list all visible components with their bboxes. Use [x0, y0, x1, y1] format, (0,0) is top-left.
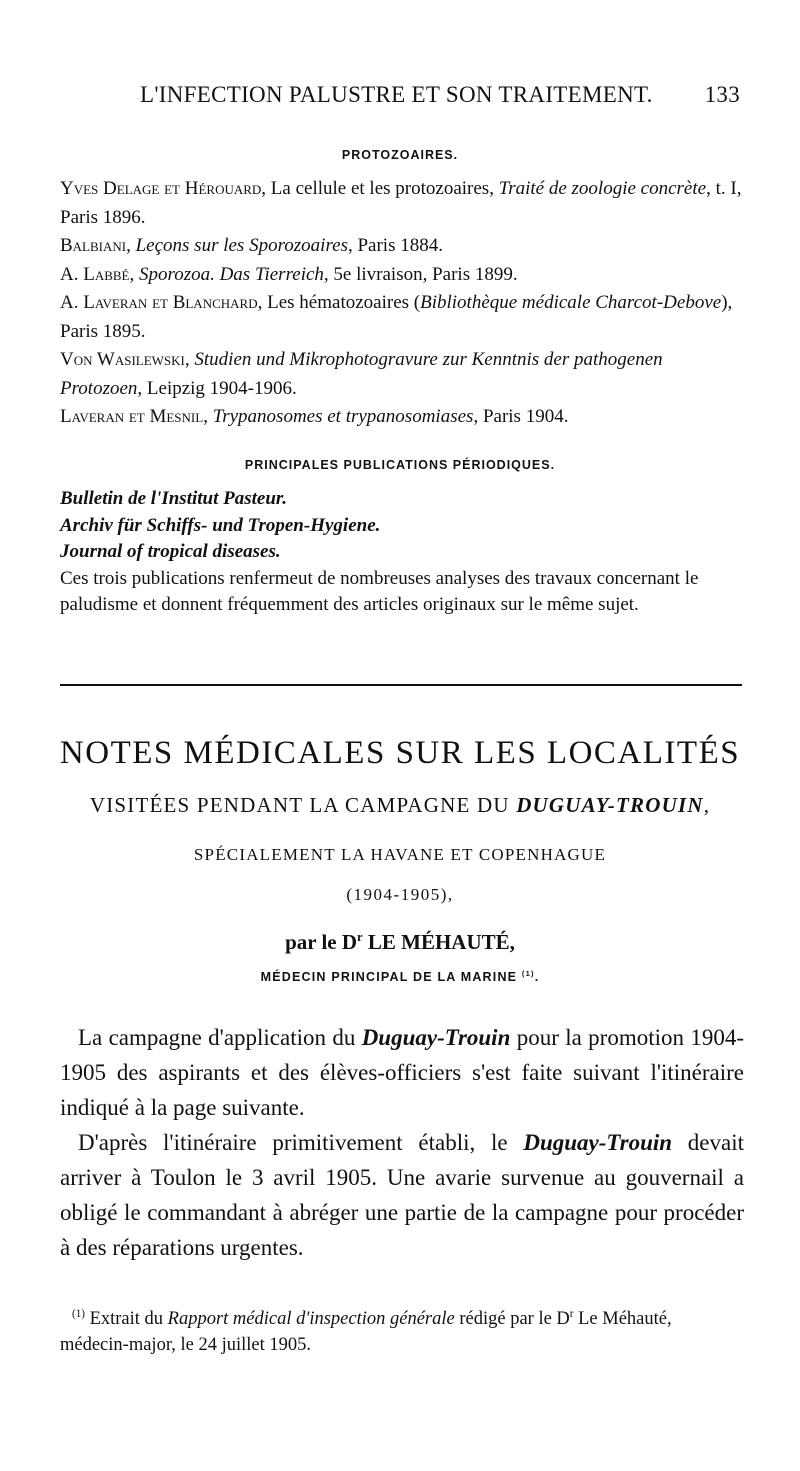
- bib-entry: Balbiani, Leçons sur les Sporozoaires, Paris 1884.: [60, 235, 443, 256]
- page-number: 133: [704, 82, 740, 107]
- bib-entry: A. Laveran et Blanchard, Les hématozoaires (Bibliothèque médicale Charcot-Debove), Paris 1895.: [60, 292, 733, 342]
- periodical-title: Archiv für Schiffs- und Tropen-Hygiene.: [60, 514, 381, 536]
- ship-name: Duguay-Trouin: [361, 1025, 511, 1050]
- periodical-title: Bulletin de l'Institut Pasteur.: [60, 488, 288, 509]
- bib-entry: A. Labbé, Sporozoa. Das Tierreich, 5e livraison, Paris 1899.: [60, 263, 518, 285]
- article-dates: (1904-1905),: [346, 885, 454, 904]
- bib-details: , t. I, Paris 1896.: [60, 178, 742, 228]
- periodical-title: Journal of tropical diseases.: [60, 541, 281, 562]
- bib-series: Traité de zoologie concrète: [498, 178, 707, 199]
- bib-title: Studien und Mikrophotogravure zur Kenntnis der pathogenen Protozoen: [60, 349, 663, 399]
- footnote-ref: (1): [521, 968, 535, 978]
- bib-author: Laveran et Mesnil: [60, 406, 204, 427]
- byline: par le $D^r$ LE MÉHAUTÉ,: [285, 930, 515, 954]
- bib-title: Sporozoa. Das Tierreich: [139, 263, 324, 285]
- bib-author: Von Wasilewski: [60, 349, 185, 370]
- ship-name: Duguay-Trouin: [523, 1130, 673, 1155]
- bib-series: Bibliothèque médicale Charcot-Debove: [420, 292, 722, 313]
- bib-details: , Leipzig 1904-1906.: [137, 377, 297, 399]
- bib-details: , 5e livraison, Paris 1899.: [323, 263, 518, 285]
- bib-author: Balbiani: [60, 235, 127, 256]
- bib-entry: Laveran et Mesnil, Trypanosomes et trypanosomiases, Paris 1904.: [60, 406, 569, 427]
- bib-author: Yves Delage et Hérouard: [60, 178, 262, 199]
- ship-name: DUGUAY-TROUIN: [516, 793, 704, 817]
- bibliography-list: [60, 175, 742, 432]
- bib-details: , Paris 1904.: [473, 406, 569, 427]
- section-heading-protozoaires: PROTOZOAIRES.: [341, 148, 459, 162]
- bib-author: A. Labbé: [60, 263, 130, 285]
- running-title: L'INFECTION PALUSTRE ET SON TRAITEMENT.: [140, 82, 653, 107]
- bib-details: ), Paris 1895.: [60, 292, 733, 342]
- section-divider: [60, 684, 742, 686]
- author-affiliation: MÉDECIN PRINCIPAL DE LA MARINE $^{(1)}$.: [260, 968, 540, 984]
- bib-title: Trypanosomes et trypanosomiases: [212, 406, 474, 427]
- article-title-line-2: VISITÉES PENDANT LA CAMPAGNE DU DUGUAY-TROUIN,: [89, 793, 711, 817]
- article-title: NOTES MÉDICALES SUR LES LOCALITÉS: [59, 735, 741, 771]
- author-name: LE MÉHAUTÉ,: [362, 930, 515, 954]
- body-paragraph: D'après l'itinéraire primitivement établi, le Duguay-Trouin devait arriver à Toulon le 3 avril 1905. Une avarie survenue au gouvernail a obligé le commandant à abréger une partie de la campagne pour procéder à des réparations urgentes.: [60, 1130, 745, 1260]
- bib-entry: Yves Delage et Hérouard, La cellule et les protozoaires, Traité de zoologie concrète, t. I, Paris 1896.: [60, 178, 742, 228]
- article-body: [60, 1020, 744, 1265]
- bib-author: A. Laveran et Blanchard: [60, 292, 258, 313]
- bib-entry: Von Wasilewski, Studien und Mikrophotogravure zur Kenntnis der pathogenen Protozoen, Leipzig 1904-1906.: [60, 349, 663, 399]
- section-heading-periodiques: PRINCIPALES PUBLICATIONS PÉRIODIQUES.: [244, 458, 556, 472]
- body-paragraph: La campagne d'application du Duguay-Trouin pour la promotion 1904-1905 des aspirants et des élèves-officiers s'est faite suivant l'itinéraire indiqué à la page suivante.: [60, 1025, 744, 1120]
- article-subtitle: SPÉCIALEMENT LA HAVANE ET COPENHAGUE: [193, 845, 607, 864]
- bib-title: Les hématozoaires (: [267, 292, 421, 313]
- bib-details: , Paris 1884.: [347, 235, 443, 256]
- footnote-mark: (1): [72, 1307, 85, 1320]
- bib-title: La cellule et les protozoaires,: [270, 178, 499, 199]
- periodicals-note: Ces trois publications renfermeut de nombreuses analyses des travaux concernant le paludisme et donnent fréquemment des articles originaux sur le même sujet.: [60, 567, 699, 615]
- footnote-source: Rapport médical d'inspection générale: [167, 1309, 455, 1329]
- periodicals-list: [60, 486, 742, 619]
- footnote: $^{(1)}$ Extrait du Rapport médical d'inspection générale rédigé par le $D^r$ Le Méhauté, médecin-major, le 24 juillet 1905.: [60, 1307, 672, 1355]
- bib-title: Leçons sur les Sporozoaires: [135, 235, 348, 256]
